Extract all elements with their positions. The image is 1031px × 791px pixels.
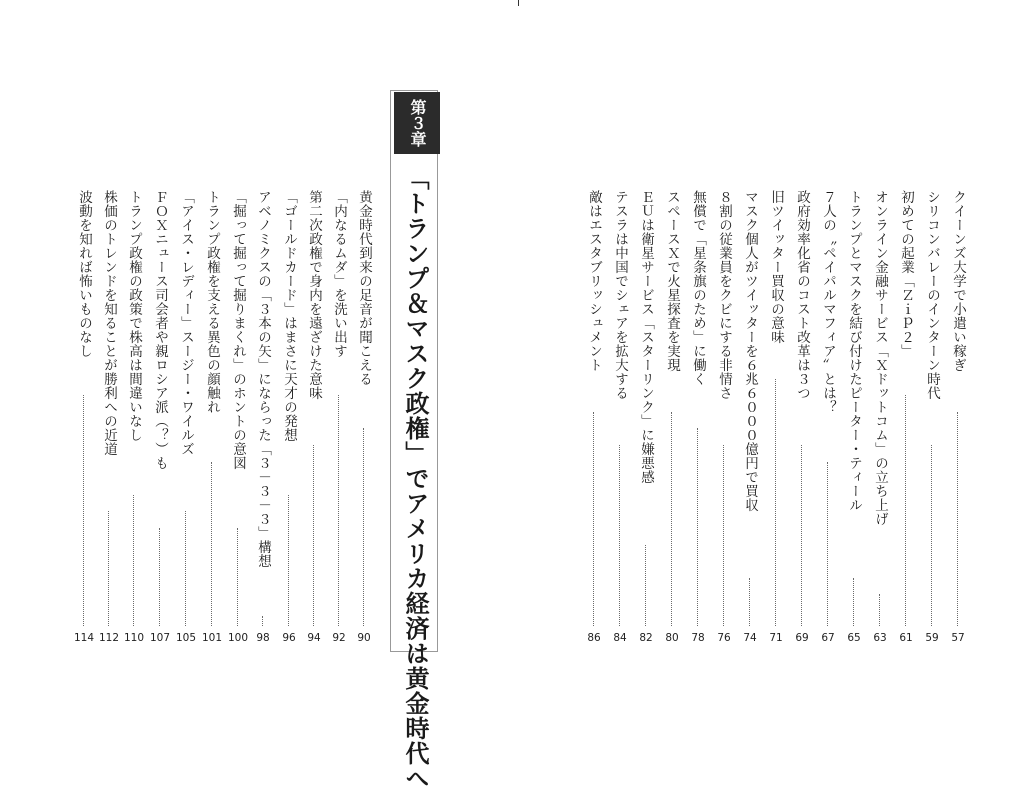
- dot-leader: [801, 445, 802, 626]
- toc-left-entry[interactable]: [228, 190, 248, 626]
- page-number: 61: [899, 632, 913, 644]
- toc-right-entry[interactable]: [688, 190, 708, 626]
- page-number: 57: [951, 632, 965, 644]
- entry-title: シリコンバレーのインターン時代: [924, 190, 940, 400]
- dot-leader: [185, 511, 186, 626]
- toc-right-entry[interactable]: [610, 190, 630, 626]
- entry-title: トランプ政権の政策で株高は間違いなし: [126, 190, 142, 442]
- entry-title: 「内なるムダ」を洗い出す: [331, 190, 347, 358]
- toc-right-entry[interactable]: [636, 190, 656, 626]
- dot-leader: [108, 511, 109, 626]
- entry-title: 「アイス・レディー」スージー・ワイルズ: [178, 190, 194, 456]
- dot-leader: [619, 445, 620, 626]
- page-number: 65: [847, 632, 861, 644]
- page-number: 84: [613, 632, 627, 644]
- gutter-mark: [518, 0, 519, 6]
- dot-leader: [723, 445, 724, 626]
- page-number: 69: [795, 632, 809, 644]
- dot-leader: [237, 528, 238, 626]
- dot-leader: [671, 412, 672, 626]
- entry-title: 第二次政権で身内を遠ざけた意味: [306, 190, 322, 400]
- entry-title: 株価のトレンドを知ることが勝利への近道: [101, 190, 117, 456]
- page-number: 92: [332, 632, 346, 644]
- entry-title: スペースＸで火星探査を実現: [664, 190, 680, 372]
- page-number: 107: [149, 632, 171, 644]
- toc-left-entry[interactable]: [176, 190, 196, 626]
- page-number: 101: [201, 632, 223, 644]
- page-number: 114: [73, 632, 95, 644]
- toc-right-entry[interactable]: [922, 190, 942, 626]
- toc-left-entry[interactable]: [253, 190, 273, 626]
- page-number: 71: [769, 632, 783, 644]
- chapter-number-badge: [394, 92, 440, 154]
- dot-leader: [697, 428, 698, 626]
- entry-title: 「ゴールドカード」はまさに天才の発想: [281, 190, 297, 442]
- entry-title: ７人の〝ペイパルマフィア〟とは？: [820, 190, 836, 414]
- dot-leader: [957, 412, 958, 626]
- entry-title: 波動を知れば怖いものなし: [76, 190, 92, 358]
- entry-title: 無償で「星条旗のため」に働く: [690, 190, 706, 386]
- entry-title: テスラは中国でシェアを拡大する: [612, 190, 628, 400]
- dot-leader: [775, 379, 776, 626]
- page-number: 100: [227, 632, 249, 644]
- entry-title: ＥＵは衛星サービス「スターリンク」に嫌悪感: [638, 190, 654, 484]
- dot-leader: [645, 545, 646, 626]
- page-number: 112: [98, 632, 120, 644]
- toc-left-entry[interactable]: [279, 190, 299, 626]
- dot-leader: [593, 412, 594, 626]
- page-number: 74: [743, 632, 757, 644]
- toc-right-entry[interactable]: [792, 190, 812, 626]
- toc-right-entry[interactable]: [766, 190, 786, 626]
- entry-title: 政府効率化省のコスト改革は３つ: [794, 190, 810, 400]
- page-number: 63: [873, 632, 887, 644]
- toc-left-entry[interactable]: [74, 190, 94, 626]
- toc-left-entry[interactable]: [99, 190, 119, 626]
- dot-leader: [83, 395, 84, 626]
- page-number: 82: [639, 632, 653, 644]
- entry-title: 旧ツイッター買収の意味: [768, 190, 784, 344]
- entry-title: アベノミクスの「３本の矢」にならった「３－３－３」構想: [255, 190, 271, 568]
- page-number: 98: [256, 632, 270, 644]
- entry-title: 「掘って掘って掘りまくれ」のホントの意図: [230, 190, 246, 470]
- entry-title: オンライン金融サービス「Ｘドットコム」の立ち上げ: [872, 190, 888, 526]
- dot-leader: [338, 395, 339, 626]
- dot-leader: [749, 578, 750, 626]
- dot-leader: [827, 462, 828, 626]
- toc-right-entry[interactable]: [584, 190, 604, 626]
- page-number: 94: [307, 632, 321, 644]
- toc-right-entry[interactable]: [740, 190, 760, 626]
- entry-title: トランプ政権を支える異色の顔触れ: [204, 190, 220, 414]
- entry-title: ＦＯＸニュース司会者や親ロシア派（？）も: [152, 190, 168, 470]
- toc-left-entry[interactable]: [354, 190, 374, 626]
- page-number: 110: [123, 632, 145, 644]
- dot-leader: [262, 616, 263, 626]
- toc-right-entry[interactable]: [844, 190, 864, 626]
- toc-right-entry[interactable]: [662, 190, 682, 626]
- toc-left-entry[interactable]: [150, 190, 170, 626]
- page-number: 90: [357, 632, 371, 644]
- toc-right-entry[interactable]: [896, 190, 916, 626]
- entry-title: 敵はエスタブリッシュメント: [586, 190, 602, 372]
- page-number: 67: [821, 632, 835, 644]
- dot-leader: [211, 462, 212, 626]
- entry-title: ８割の従業員をクビにする非情さ: [716, 190, 732, 400]
- toc-right-entry[interactable]: [818, 190, 838, 626]
- dot-leader: [853, 578, 854, 626]
- page-number: 80: [665, 632, 679, 644]
- dot-leader: [905, 395, 906, 626]
- page-number: 78: [691, 632, 705, 644]
- dot-leader: [879, 594, 880, 626]
- toc-right-entry[interactable]: [948, 190, 968, 626]
- dot-leader: [363, 428, 364, 626]
- chapter-title: 「トランプ＆マスク政権」でアメリカ経済は黄金時代へ: [401, 166, 429, 791]
- dot-leader: [313, 445, 314, 626]
- dot-leader: [133, 495, 134, 626]
- entry-title: 黄金時代到来の足音が聞こえる: [356, 190, 372, 386]
- page-number: 76: [717, 632, 731, 644]
- page-number: 86: [587, 632, 601, 644]
- dot-leader: [288, 495, 289, 626]
- dot-leader: [931, 445, 932, 626]
- dot-leader: [159, 528, 160, 626]
- toc-left-entry[interactable]: [329, 190, 349, 626]
- entry-title: トランプとマスクを結び付けたピーター・ティール: [846, 190, 862, 512]
- page-number: 96: [282, 632, 296, 644]
- page-number: 59: [925, 632, 939, 644]
- toc-left-entry[interactable]: [124, 190, 144, 626]
- toc-right-entry[interactable]: [870, 190, 890, 626]
- entry-title: クイーンズ大学で小遣い稼ぎ: [950, 190, 966, 372]
- page-number: 105: [175, 632, 197, 644]
- toc-left-entry[interactable]: [202, 190, 222, 626]
- entry-title: 初めての起業「Ｚｉｐ２」: [898, 190, 914, 358]
- toc-left-entry[interactable]: [304, 190, 324, 626]
- chapter-number: 第３章: [408, 99, 427, 147]
- entry-title: マスク個人がツイッターを６兆６０００億円で買収: [742, 190, 758, 512]
- toc-right-entry[interactable]: [714, 190, 734, 626]
